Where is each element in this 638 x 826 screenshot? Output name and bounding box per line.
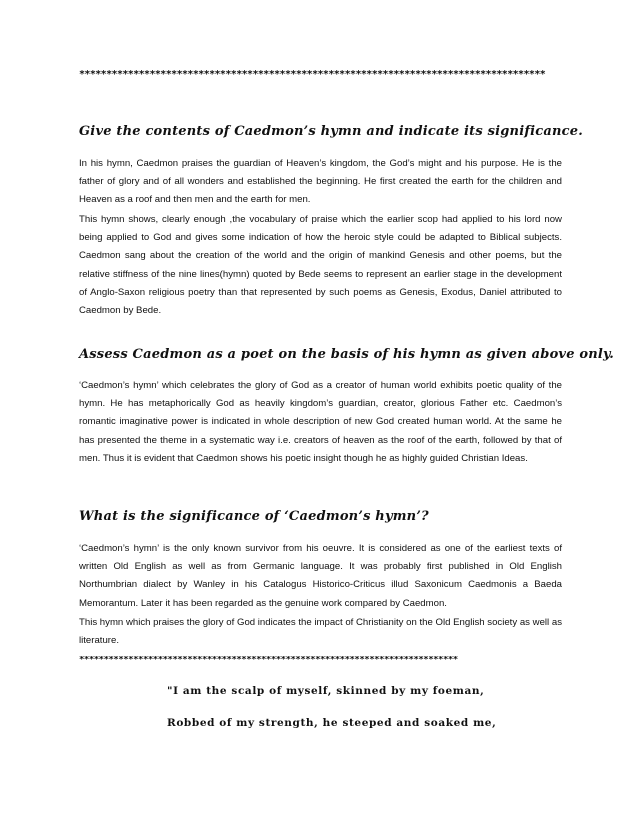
poem-line: Robbed of my strength, he steeped and soaked me, <box>167 717 497 729</box>
section-heading-contents: Give the contents of Caedmon’s hymn and indicate its significance. <box>79 124 583 139</box>
section-heading-significance: What is the significance of ‘Caedmon’s hymn’? <box>79 509 429 524</box>
poem-line: "I am the scalp of myself, skinned by my foeman, <box>167 685 485 697</box>
middle-separator: ***************************************************************************** <box>79 656 458 665</box>
paragraph: ‘Caedmon’s hymn’ is the only known survivor from his oeuvre. It is considered as one of the earliest texts of written Old English as well as from Germanic language. It was probably first published in Old English Northumbrian dialect by Wanley in his Catalogus Historico-Criticus illud Saxonicum Caedmonis a Baeda Memorantum. Later it has been regarded as the genuine work compared by Caedmon. <box>79 543 562 609</box>
section-heading-assess: Assess Caedmon as a poet on the basis of his hymn as given above only. <box>79 347 615 362</box>
paragraph: In his hymn, Caedmon praises the guardian of Heaven’s kingdom, the God’s might and his purpose. He is the father of glory and of all wonders and established the beginning. He first created the earth for the children and Heaven as a roof and then men and the earth for men. <box>79 158 562 206</box>
top-separator: ************************************************************************************** <box>79 70 546 80</box>
paragraph: This hymn shows, clearly enough ,the vocabulary of praise which the earlier scop had applied to his lord now being applied to God and gives some indication of how the heroic style could be adapted to Biblical subjects. Caedmon sang about the creation of the world and the origin of mankind Genesis and other poems, but the relative stiffness of the nine lines(hymn) quoted by Bede seems to represent an earlier stage in the development of Anglo-Saxon religious poetry than that represented by such poems as Genesis, Exodus, Daniel attributed to Caedmon by Bede. <box>79 214 562 317</box>
paragraph: This hymn which praises the glory of God indicates the impact of Christianity on the Old English society as well as literature. <box>79 617 562 647</box>
paragraph: ‘Caedmon’s hymn’ which celebrates the glory of God as a creator of human world exhibits poetic quality of the hymn. He has metaphorically God as heavily kingdom’s guardian, creator, glorious Father etc. Caedmon’s romantic imaginative power is indicated in whole description of new God created human world. At the same he has presented the theme in a systematic way i.e. creators of heaven as the roof of the earth, followed by that of men. Thus it is evident that Caedmon shows his poetic insight though he as highly guided Christian Ideas. <box>79 380 562 464</box>
